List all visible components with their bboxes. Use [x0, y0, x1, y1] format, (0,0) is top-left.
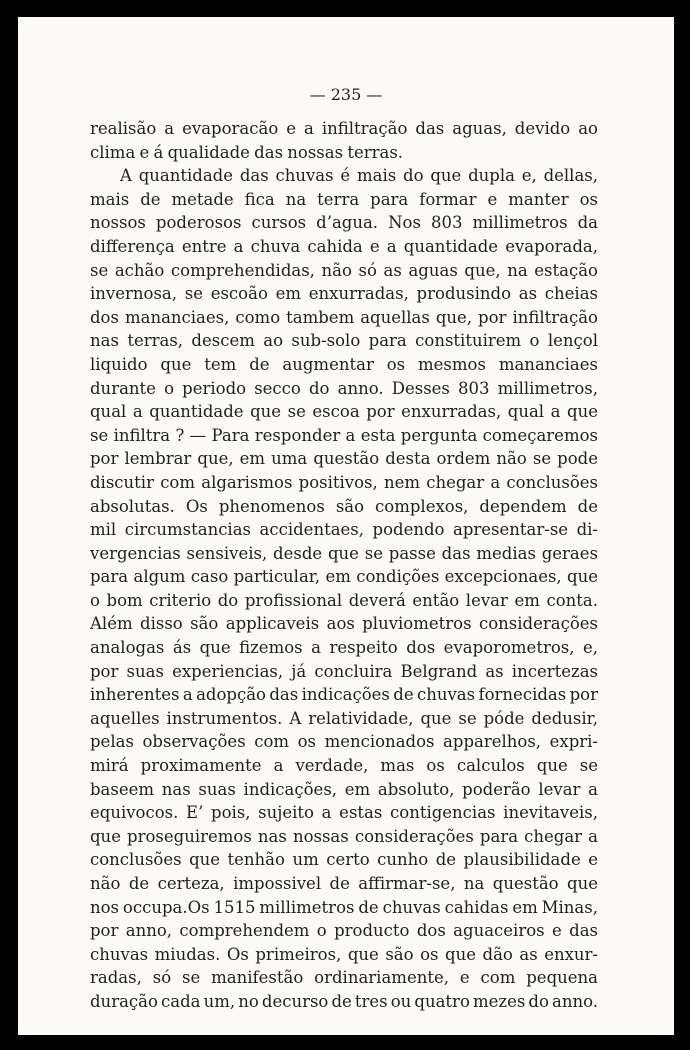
- text-line: differença entre a chuva cahida e a quantidade evaporada,: [90, 236, 598, 256]
- text-line: Além disso são applicaveis aos pluviometros considerações: [90, 614, 598, 634]
- text-line: discutir com algarismos positivos, nem chegar a conclusões: [90, 472, 598, 492]
- text-line: absolutas. Os phenomenos são complexos, dependem de: [90, 496, 598, 516]
- text-line: nossos poderosos cursos d’agua. Nos 803 millimetros da: [90, 213, 598, 233]
- text-line: baseem nas suas indicações, em absoluto, poderão levar a: [90, 779, 598, 799]
- text-line: que proseguiremos nas nossas considerações para chegar a: [90, 826, 598, 846]
- text-line: clima e á qualidade das nossas terras.: [90, 142, 404, 162]
- text-line: vergencias sensiveis, desde que se passe das medias geraes: [90, 543, 598, 563]
- text-line: mais de metade fica na terra para formar e manter os: [90, 189, 598, 209]
- text-line: analogas ás que fizemos a respeito dos evaporometros, e,: [90, 638, 598, 658]
- text-line: A quantidade das chuvas é mais do que dupla e, dellas,: [120, 166, 598, 186]
- text-line: mirá proximamente a verdade, mas os calculos que se: [90, 756, 598, 776]
- text-line: duração cada um, no decurso de tres ou quatro mezes do anno.: [90, 991, 598, 1011]
- body-paragraphs: [90, 117, 598, 1014]
- text-line: se infiltra ? — Para responder a esta pergunta começaremos: [90, 425, 598, 445]
- text-line: radas, só se manifestão ordinariamente, e com pequena: [90, 968, 598, 988]
- document-page: [18, 17, 674, 1035]
- text-line: o bom criterio do profissional deverá então levar em conta.: [90, 590, 598, 610]
- text-line: por lembrar que, em uma questão desta ordem não se pode: [90, 449, 598, 469]
- text-line: nos occupa.Os 1515 millimetros de chuvas cahidas em Minas,: [90, 897, 598, 917]
- text-line: realisão a evaporacão e a infiltração das aguas, devido ao: [90, 119, 598, 138]
- text-line: conclusões que tenhão um certo cunho de plausibilidade e: [90, 850, 598, 870]
- text-line: pelas observações com os mencionados apparelhos, expri-: [90, 732, 598, 752]
- text-line: para algum caso particular, em condições excepcionaes, que: [90, 567, 598, 587]
- text-line: dos mananciaes, como tambem aquellas que, por infiltração: [90, 307, 598, 327]
- text-line: por suas experiencias, já concluira Belgrand as incertezas: [90, 661, 598, 681]
- text-line: aquelles instrumentos. A relatividade, que se póde dedusir,: [90, 708, 598, 728]
- text-line: nas terras, descem ao sub-solo para constituirem o lençol: [90, 331, 598, 351]
- page-number: — 235 —: [309, 85, 383, 104]
- text-line: mil circumstancias accidentaes, podendo apresentar-se di-: [90, 520, 598, 540]
- text-line: se achão comprehendidas, não só as aguas que, na estação: [90, 260, 598, 280]
- text-line: liquido que tem de augmentar os mesmos mananciaes: [90, 354, 598, 374]
- text-line: chuvas miudas. Os primeiros, que são os que dão as enxur-: [90, 944, 598, 964]
- text-line: equivocos. E’ pois, sujeito a estas contigencias inevitaveis,: [90, 803, 598, 823]
- text-line: durante o periodo secco do anno. Desses 803 millimetros,: [90, 378, 598, 398]
- text-line: invernosa, se escoão em enxurradas, produsindo as cheias: [90, 284, 598, 304]
- text-line: não de certeza, impossivel de affirmar-se, na questão que: [90, 874, 598, 893]
- text-line: por anno, comprehendem o producto dos aguaceiros e das: [90, 921, 598, 941]
- text-line: qual a quantidade que se escoa por enxurradas, qual a que: [90, 402, 598, 422]
- text-line: inherentes a adopção das indicações de chuvas fornecidas por: [90, 685, 598, 705]
